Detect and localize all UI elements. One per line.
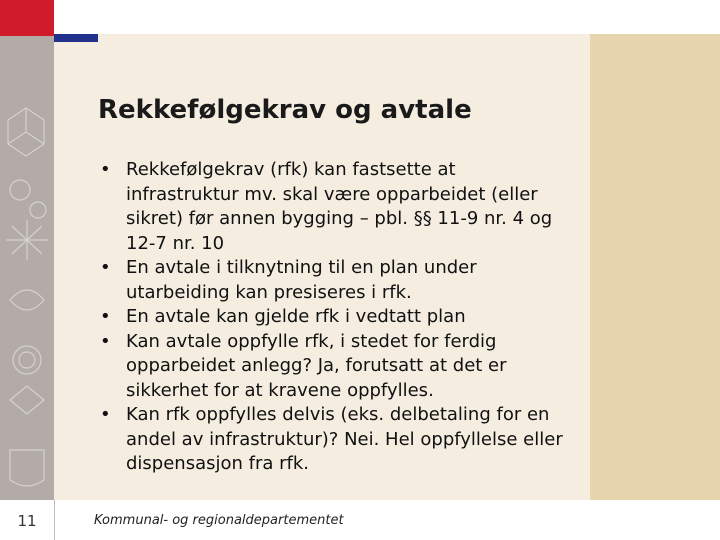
list-item — [100, 403, 570, 477]
bullet-text: En avtale i tilknytning til en plan under utarbeiding kan presiseres i rfk. — [126, 257, 477, 303]
page-number-box — [0, 500, 54, 540]
footer-divider — [54, 500, 55, 540]
list-item — [100, 305, 570, 330]
bullet-dot: • — [100, 159, 111, 180]
footer — [0, 500, 720, 540]
bullet-dot: • — [100, 257, 111, 278]
blue-accent-bar — [54, 34, 98, 42]
left-decor-panel — [0, 0, 54, 540]
list-item — [100, 158, 570, 256]
bullet-dot: • — [100, 306, 111, 327]
page-number: 11 — [17, 512, 37, 530]
decorative-pattern-icon — [0, 40, 54, 500]
list-item — [100, 256, 570, 305]
right-side-panel — [590, 34, 720, 500]
bullet-text: Kan rfk oppfylles delvis (eks. delbetaling for en andel av infrastruktur)? Nei. Hel oppfyllelse eller dispensasjon fra rfk. — [126, 404, 563, 474]
red-accent-block — [0, 0, 54, 36]
bullet-list — [100, 158, 570, 477]
department-name: Kommunal- og regionaldepartementet — [94, 513, 344, 528]
bullet-dot: • — [100, 404, 111, 425]
list-item — [100, 330, 570, 404]
bullet-text: En avtale kan gjelde rfk i vedtatt plan — [126, 306, 466, 327]
bullet-dot: • — [100, 330, 111, 352]
bullet-text: Kan avtale oppfylle rfk, i stedet for ferdig opparbeidet anlegg? Ja, forutsatt at det er sikkerhet for at kravene oppfylles. — [126, 330, 507, 401]
bullet-text: Rekkefølgekrav (rfk) kan fastsette at infrastruktur mv. skal være opparbeidet (eller sikret) før annen bygging – pbl. §§ 11-9 nr. 4 og 12-7 nr. 10 — [126, 159, 553, 254]
slide-title: Rekkefølgekrav og avtale — [98, 95, 472, 125]
top-bar — [54, 0, 720, 34]
